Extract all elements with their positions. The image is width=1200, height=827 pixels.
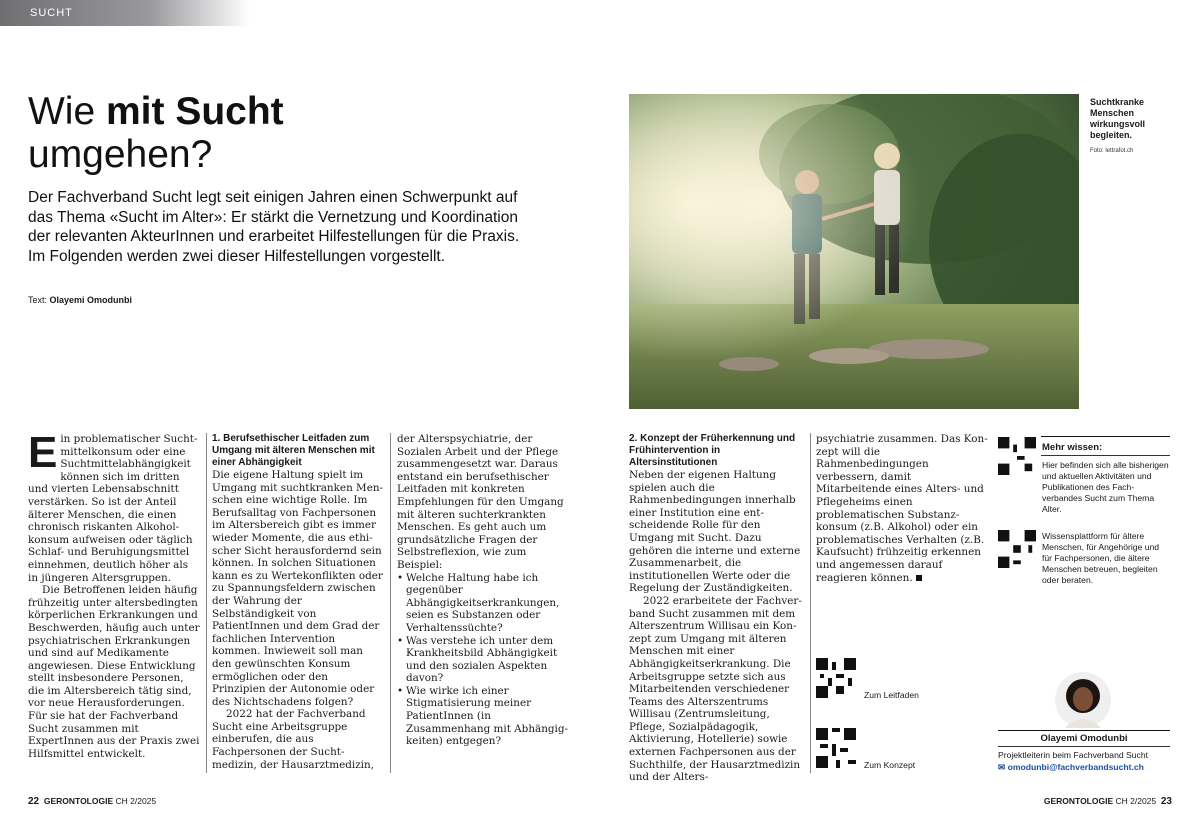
- column-2: [212, 433, 384, 771]
- column-1: [28, 428, 200, 760]
- sidebar-rule: [998, 746, 1170, 747]
- sidebar-heading: Mehr wissen:: [1042, 442, 1103, 453]
- col1-para1: in problematischer Suchtmittelkonsum oder eine Suchtmittelabhängigkeit können sich im dritten und vierten Lebensabschnitt verstärken. So ist der Anteil älterer Menschen, die einen chronisch riskanten Alkoholkonsum aufweisen oder täglich Schlaf- und Beruhigungsmittel einnehmen, deutlich höher als in jüngeren Altersgruppen.: [28, 433, 198, 584]
- author-role: Projektleiterin beim Fachverband Sucht: [998, 750, 1148, 760]
- column-3: [397, 433, 569, 748]
- col4-para2: 2022 erarbeitete der Fachverband Sucht zusammen mit dem Alterszentrum Willisau ein Konzept zum Umgang mit älteren Menschen mit einer Abhängigkeitserkrankung. Die Arbeitsgruppe setzte sich aus Mitarbeitenden verschiedener Teams des Alterszentrums Willisau (Zentrumsleitung, Pflege, Sozialpädagogik, Aktivierung, Hotellerie) sowie externen Fachpersonen aus der Suchthilfe, der Hausarztmedizin und der Alters-: [629, 594, 802, 784]
- title-part1: Wie: [28, 90, 106, 133]
- col2-para2: 2022 hat der Fachverband Sucht eine Arbeitsgruppe einberufen, die aus Fachpersonen der Suchtmedizin, der Hausarztmedizin,: [212, 708, 375, 771]
- byline: [28, 295, 132, 305]
- author-avatar: [1055, 672, 1111, 728]
- section1-heading: 1. Berufsethischer Leitfaden zum Umgang mit älteren Menschen mit einer Abhängigkeit: [212, 433, 375, 468]
- magazine-name: GERONTOLOGIE: [1043, 796, 1114, 806]
- hikers-photo-illustration: [629, 94, 1079, 409]
- footer-right: [1044, 796, 1172, 807]
- qr-label-leitfaden[interactable]: Zum Leitfaden: [864, 690, 919, 700]
- column-divider: [390, 433, 391, 773]
- mail-icon: ✉: [998, 762, 1006, 772]
- page-number-right: 23: [1160, 796, 1172, 807]
- list-item: • Welche Haltung habe ich gegenüber Abhängigkeitserkrankungen, seien es Substanzen oder Verhaltenssüchte?: [397, 572, 569, 635]
- article-title: [28, 90, 588, 176]
- qr-code-konzept-icon[interactable]: [816, 728, 856, 768]
- column-5: [816, 433, 988, 584]
- qr-code-platform-icon[interactable]: [998, 530, 1036, 568]
- page-number-left: 22: [28, 796, 40, 807]
- reflection-questions-list: [397, 572, 569, 748]
- title-part2: umgehen?: [28, 133, 213, 176]
- article-photo: [629, 94, 1079, 409]
- col1-para2: Die Betroffenen leiden häufig frühzeitig unter altersbedingten körperlichen Erkrankungen und Beschwerden, häufig auch unter psychiatrischen Erkrankungen und sind auf Medikamente angewiesen. Diese Entwicklung stellt insbesondere Personen, die im Altersbereich tätig sind, vor neue Herausforderungen. Für sie hat der Fachverband Sucht zusammen mit ExpertInnen aus der Praxis zwei Hilfsmittel entwickelt.: [28, 584, 200, 760]
- col3-para1: der Alterspsychiatrie, der Sozialen Arbeit und der Pflege zusammengesetzt war. Daraus entstand ein berufsethischer Leitfaden mit konkreten Empfehlungen für den Umgang mit älteren suchterkrankten Menschen. Es geht auch um grundsätzliche Fragen der Selbstreflexion, wie zum Beispiel:: [397, 433, 564, 571]
- author-email-link[interactable]: [998, 762, 1144, 773]
- sidebar-rule: [998, 730, 1170, 731]
- author-email[interactable]: omodunbi@fachverbandsucht.ch: [1007, 762, 1144, 772]
- list-item: • Wie wirke ich einer Stigmatisierung meiner PatientInnen (in Zusammenhang mit Abhängigkeiten) entgegen?: [397, 685, 569, 748]
- col2-para1: Die eigene Haltung spielt im Umgang mit suchtkranken Menschen eine wichtige Rolle. Im Berufsalltag von Fachpersonen im Altersbereich gibt es immer wieder Momente, die aus ethischer Sicht herausfordernd sein können. In solchen Situationen kann es zu Wertekonflikten oder zu Spannungsfeldern zwischen der Wahrung der Selbständigkeit von PatientInnen und dem Grad der fachlichen Intervention kommen. Inwieweit soll man den gewünschten Konsum ermöglichen oder den Prinzipien der Autonomie oder des Nichtschadens folgen?: [212, 469, 384, 708]
- sidebar-item-activities: Hier befinden sich alle bisherigen und aktuellen Aktivitäten und Publikationen des Fachverbandes Sucht zum Thema Alter.: [1042, 460, 1169, 514]
- column-4: [629, 433, 805, 784]
- qr-label-konzept[interactable]: Zum Konzept: [864, 760, 916, 770]
- column-divider: [206, 433, 207, 773]
- footer-left: [28, 796, 156, 807]
- magazine-name: GERONTOLOGIE: [43, 796, 114, 806]
- list-item: • Was verstehe ich unter dem Krankheitsbild Abhängigkeit und den sozialen Aspekten davon?: [397, 635, 569, 685]
- photo-caption: Suchtkranke Menschen wirkungsvoll begleiten.: [1090, 97, 1146, 140]
- col4-para1: Neben der eigenen Haltung spielen auch die Rahmenbedingungen innerhalb einer Institution eine entscheidende Rolle für den Umgang mit Sucht. Dazu gehören die interne und externe Zusammenarbeit, die institutionellen Werte oder die Regelung der Zuständigkeiten.: [629, 469, 801, 595]
- magazine-issue: CH 2/2025: [1113, 796, 1157, 806]
- sidebar-rule: [1041, 436, 1170, 437]
- article-lead: Der Fachverband Sucht legt seit einigen Jahren einen Schwerpunkt auf das Thema «Sucht im Alter»: Er stärkt die Vernetzung und Koordination der relevanten AkteurInnen und erarbeitet Hilfestellungen für die Praxis. Im Folgenden werden zwei dieser Hilfestellungen vorgestellt.: [28, 189, 520, 265]
- qr-code-activities-icon[interactable]: [998, 437, 1036, 475]
- qr-code-leitfaden-icon[interactable]: [816, 658, 856, 698]
- photo-credit: Foto: lettrafot.ch: [1090, 148, 1134, 154]
- sidebar-rule: [1041, 455, 1170, 456]
- byline-prefix: Text:: [28, 295, 50, 305]
- end-mark-icon: [916, 575, 922, 581]
- byline-author: Olayemi Omodunbi: [49, 295, 133, 305]
- author-name: Olayemi Omodunbi: [1040, 733, 1128, 744]
- title-bold: mit Sucht: [106, 90, 284, 133]
- sidebar-item-platform: Wissensplattform für ältere Menschen, für Angehörige und für Fachpersonen, die ältere Menschen betreuen, begleiten oder beraten.: [1042, 531, 1160, 585]
- section-tab: SUCHT: [0, 0, 250, 26]
- magazine-issue: CH 2/2025: [113, 796, 157, 806]
- column-divider: [810, 433, 811, 773]
- drop-cap: E: [28, 428, 58, 477]
- section2-heading: 2. Konzept der Früherkennung und Frühintervention in Altersinstitutionen: [629, 433, 796, 468]
- col5-para1: psychiatrie zusammen. Das Konzept will die Rahmenbedingungen verbessern, damit Mitarbeitende eines Alters- und Pflegeheims einen problematischen Substanzkonsum (z.B. Alkohol) oder ein problematisches Verhalten (z.B. Kaufsucht) frühzeitig erkennen und angemessen darauf reagieren können.: [816, 433, 988, 584]
